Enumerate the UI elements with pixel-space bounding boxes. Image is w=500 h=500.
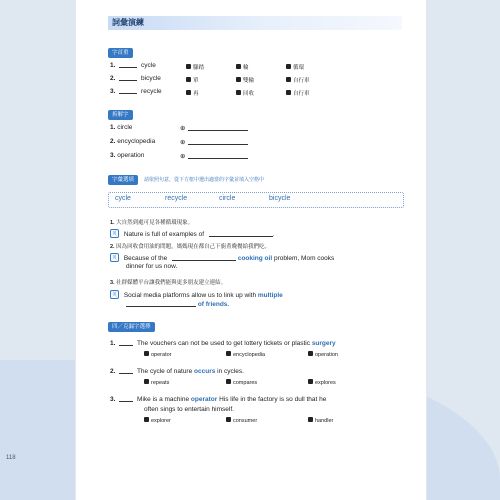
option-a[interactable] (186, 89, 199, 97)
option-label: explorer (151, 418, 171, 424)
item-prompt (110, 242, 270, 250)
highlight-phrase: of friends. (197, 301, 230, 308)
option-marker-icon (286, 90, 291, 95)
item-number: 3. (110, 396, 116, 403)
option-b[interactable] (236, 76, 254, 84)
answer-line[interactable] (188, 144, 248, 145)
english-sentence: Because of the (123, 255, 168, 262)
header-bar (108, 16, 402, 30)
option-label: 雙輪 (243, 78, 255, 84)
option-marker-icon (226, 379, 231, 384)
bank-word: cycle (115, 195, 131, 202)
option-marker-icon (226, 351, 231, 356)
item-english (110, 253, 334, 262)
section2-row (110, 152, 144, 159)
mc-question (110, 396, 326, 403)
row-number: 1. (110, 62, 116, 69)
option-label: 單 (193, 78, 199, 84)
item-prompt (110, 218, 193, 226)
answer-blank[interactable] (119, 345, 133, 346)
option-label: operation (315, 352, 338, 358)
english-sentence-cont: problem, Mom cooks (273, 255, 335, 262)
row-number: 1. (110, 124, 116, 131)
page-number: 118 (6, 455, 16, 461)
item-english: 英 Nature is full of examples of . (112, 231, 275, 238)
option-label: 回收 (243, 91, 255, 97)
answer-mark-icon: ⊕ (180, 153, 186, 160)
item-number: 2. (110, 244, 115, 250)
bank-word: circle (219, 195, 236, 202)
option-marker-icon (186, 90, 191, 95)
option-a[interactable] (144, 351, 172, 358)
option-marker-icon (144, 379, 149, 384)
answer-line[interactable] (126, 306, 196, 307)
question-text-cont: in cycles. (217, 368, 244, 375)
highlight-word: operator (190, 396, 218, 403)
option-label: operator (151, 352, 172, 358)
section4-tag: 四／克漏字選擇 (108, 322, 155, 332)
option-label: explores (315, 380, 336, 386)
option-marker-icon (236, 64, 241, 69)
question-text: Mike is a machine (137, 396, 190, 403)
section2-tag: 拆解字 (108, 110, 133, 120)
answer-mark-icon: ⊕ (180, 125, 186, 132)
option-label: 自行車 (293, 91, 310, 97)
highlight-word: multiple (257, 292, 283, 299)
page-title: 詞彙演練 (112, 18, 144, 27)
section2-row (110, 124, 132, 131)
word: encyclopedia (117, 138, 156, 145)
english-icon: 英 (112, 255, 118, 261)
item-english-line2 (126, 301, 229, 308)
worksheet-page (76, 0, 426, 500)
option-c[interactable] (286, 63, 304, 71)
chinese-sentence: 大自然到處可見各種循環現象。 (116, 220, 194, 226)
item-number: 2. (110, 368, 116, 375)
highlight-word: surgery (311, 340, 336, 347)
option-marker-icon (286, 64, 291, 69)
option-label: 再 (193, 91, 199, 97)
section2-row (110, 138, 155, 145)
option-c[interactable] (308, 417, 333, 424)
option-b[interactable] (226, 379, 257, 386)
section1-row (110, 62, 156, 69)
option-c[interactable] (308, 379, 336, 386)
item-english (110, 290, 283, 299)
answer-line[interactable] (172, 260, 236, 261)
answer-line[interactable] (188, 130, 248, 131)
option-label: compares (233, 380, 258, 386)
bank-word: bicycle (269, 195, 291, 202)
answer-blank[interactable] (119, 93, 137, 94)
option-label: 輪 (243, 65, 249, 71)
question-text: The vouchers can not be used to get lottery tickets or plastic (136, 340, 310, 347)
question-text-line2: often sings to entertain himself. (144, 406, 234, 413)
row-number: 3. (110, 152, 116, 159)
answer-blank[interactable] (119, 67, 137, 68)
option-marker-icon (186, 77, 191, 82)
section1-tag: 字首重 (108, 48, 133, 58)
definition-line[interactable] (180, 138, 248, 146)
option-b[interactable] (236, 89, 254, 97)
answer-mark-icon: ⊕ (180, 139, 186, 146)
english-sentence: Nature is full of examples of (123, 231, 205, 238)
bank-word: recycle (165, 195, 188, 202)
option-label: encyclopedia (233, 352, 266, 358)
answer-blank[interactable] (119, 80, 137, 81)
word: bicycle (141, 75, 161, 82)
option-b[interactable] (236, 63, 249, 71)
word: circle (117, 124, 133, 131)
definition-line[interactable] (180, 124, 248, 132)
option-c[interactable] (286, 76, 310, 84)
option-marker-icon (186, 64, 191, 69)
item-english-line2: dinner for us now. (126, 263, 178, 270)
option-label: handler (315, 418, 334, 424)
answer-blank[interactable] (119, 373, 133, 374)
item-number: 3. (110, 280, 115, 286)
option-a[interactable] (144, 379, 169, 386)
section3-instruction: 請依照句意，從下方框中選出適當的字彙並填入空格中 (144, 177, 265, 183)
section3-tag: 字彙選填 (108, 175, 138, 185)
row-number: 3. (110, 88, 116, 95)
question-text: The cycle of nature (136, 368, 193, 375)
option-a[interactable] (144, 417, 171, 424)
option-c[interactable] (286, 89, 310, 97)
word: cycle (141, 62, 156, 69)
option-label: 循環 (293, 65, 305, 71)
word: recycle (141, 88, 162, 95)
english-sentence: Social media platforms allow us to link up with (123, 292, 257, 299)
section1-row (110, 75, 161, 82)
option-marker-icon (236, 77, 241, 82)
option-label: 自行車 (293, 78, 310, 84)
word-bank (108, 192, 404, 208)
option-c[interactable] (308, 351, 338, 358)
mc-question (110, 340, 336, 347)
option-marker-icon (144, 417, 149, 422)
mc-question (110, 368, 244, 375)
answer-line[interactable] (209, 236, 273, 237)
option-a[interactable] (186, 63, 204, 71)
chinese-sentence: 社群媒體平台讓我們能與更多朋友建立連結。 (116, 280, 227, 286)
item-number: 1. (110, 340, 116, 347)
option-marker-icon (226, 417, 231, 422)
option-a[interactable] (186, 76, 199, 84)
row-number: 2. (110, 75, 116, 82)
option-marker-icon (144, 351, 149, 356)
option-b[interactable] (226, 351, 265, 358)
option-marker-icon (236, 90, 241, 95)
row-number: 2. (110, 138, 116, 145)
option-b[interactable] (226, 417, 257, 424)
option-marker-icon (286, 77, 291, 82)
option-label: consumer (233, 418, 258, 424)
english-icon: 英 (112, 231, 118, 237)
chinese-sentence: 因為回收食用油的問題，媽媽現在都自己下廚煮晚餐給我們吃。 (116, 244, 271, 250)
section1-row (110, 88, 162, 95)
highlight-phrase: cooking oil (237, 255, 273, 262)
option-label: 腳踏 (193, 65, 205, 71)
question-text-cont: His life in the factory is so dull that he (219, 396, 327, 403)
option-label: repeats (151, 380, 170, 386)
option-marker-icon (308, 417, 313, 422)
word: operation (117, 152, 145, 159)
english-icon: 英 (112, 292, 118, 298)
item-prompt (110, 278, 226, 286)
answer-line[interactable] (188, 158, 248, 159)
answer-blank[interactable] (119, 401, 133, 402)
highlight-word: occurs (194, 368, 216, 375)
option-marker-icon (308, 351, 313, 356)
option-marker-icon (308, 379, 313, 384)
definition-line[interactable] (180, 152, 248, 160)
item-number: 1. (110, 220, 115, 226)
